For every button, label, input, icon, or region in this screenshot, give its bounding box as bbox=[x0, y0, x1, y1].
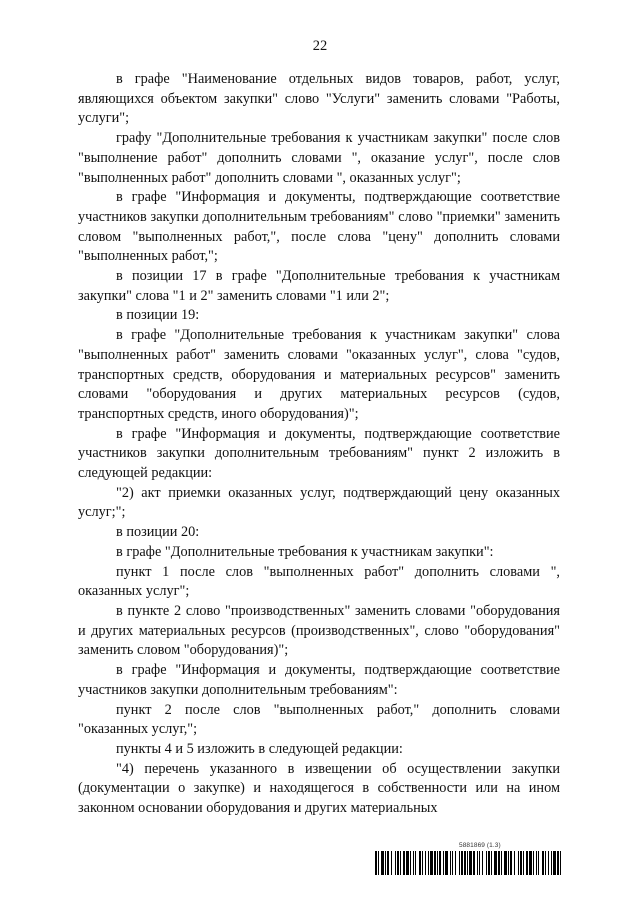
paragraph: "4) перечень указанного в извещении об осуществлении закупки (документации о закупке) и находящегося в собственности или на ином законном основании оборудования и других материальных bbox=[78, 760, 560, 817]
paragraph: в графе "Информация и документы, подтверждающие соответствие участников закупки дополнительным требованиям" слово "приемки" заменить словом "выполненных работ,", после слова "цену" дополнить словами "выполненных работ,"; bbox=[78, 189, 560, 265]
paragraph: в графе "Наименование отдельных видов товаров, работ, услуг, являющихся объектом закупки" слово "Услуги" заменить словами "Работы, услуги"; bbox=[78, 71, 560, 127]
paragraph: пункты 4 и 5 изложить в следующей редакции: bbox=[116, 740, 403, 757]
page-number: 22 bbox=[312, 38, 328, 54]
document-body bbox=[78, 70, 560, 819]
paragraph: в графе "Информация и документы, подтверждающие соответствие участников закупки дополнительным требованиям" пункт 2 изложить в следующей редакции: bbox=[78, 425, 560, 482]
paragraph: в позиции 19: bbox=[116, 307, 200, 324]
paragraph: графу "Дополнительные требования к участникам закупки" после слов "выполнение работ" дополнить словами ", оказание услуг", после слов "выполненных работ" дополнить словами ", оказанных услуг"; bbox=[78, 130, 560, 186]
paragraph: в позиции 20: bbox=[116, 524, 200, 541]
paragraph: пункт 1 после слов "выполненных работ" дополнить словами ", оказанных услуг"; bbox=[78, 563, 560, 600]
paragraph: в позиции 17 в графе "Дополнительные требования к участникам закупки" слова "1 и 2" заменить словами "1 или 2"; bbox=[78, 268, 560, 304]
paragraph: "2) акт приемки оказанных услуг, подтверждающий цену оказанных услуг;"; bbox=[78, 484, 560, 521]
paragraph: в пункте 2 слово "производственных" заменить словами "оборудования и других материальных ресурсов (производственных", слово "оборудования" заменить словом "оборудования)"; bbox=[78, 602, 560, 659]
paragraph: пункт 2 после слов "выполненных работ," дополнить словами "оказанных услуг,"; bbox=[78, 701, 560, 738]
barcode-icon bbox=[375, 851, 561, 875]
paragraph: в графе "Информация и документы, подтверждающие соответствие участников закупки дополнительным требованиям": bbox=[78, 662, 560, 698]
paragraph: в графе "Дополнительные требования к участникам закупки" слова "выполненных работ" заменить словами "оказанных услуг", слова "судов, транспортных средств, оборудования и материальных ресурсов" заменить словами "оборудования и других материальных ресурсов (судов, транспортных средств, иного оборудования)"; bbox=[78, 327, 560, 422]
document-code: 5881869 (1.3) bbox=[459, 842, 501, 849]
paragraph: в графе "Дополнительные требования к участникам закупки": bbox=[116, 543, 494, 560]
